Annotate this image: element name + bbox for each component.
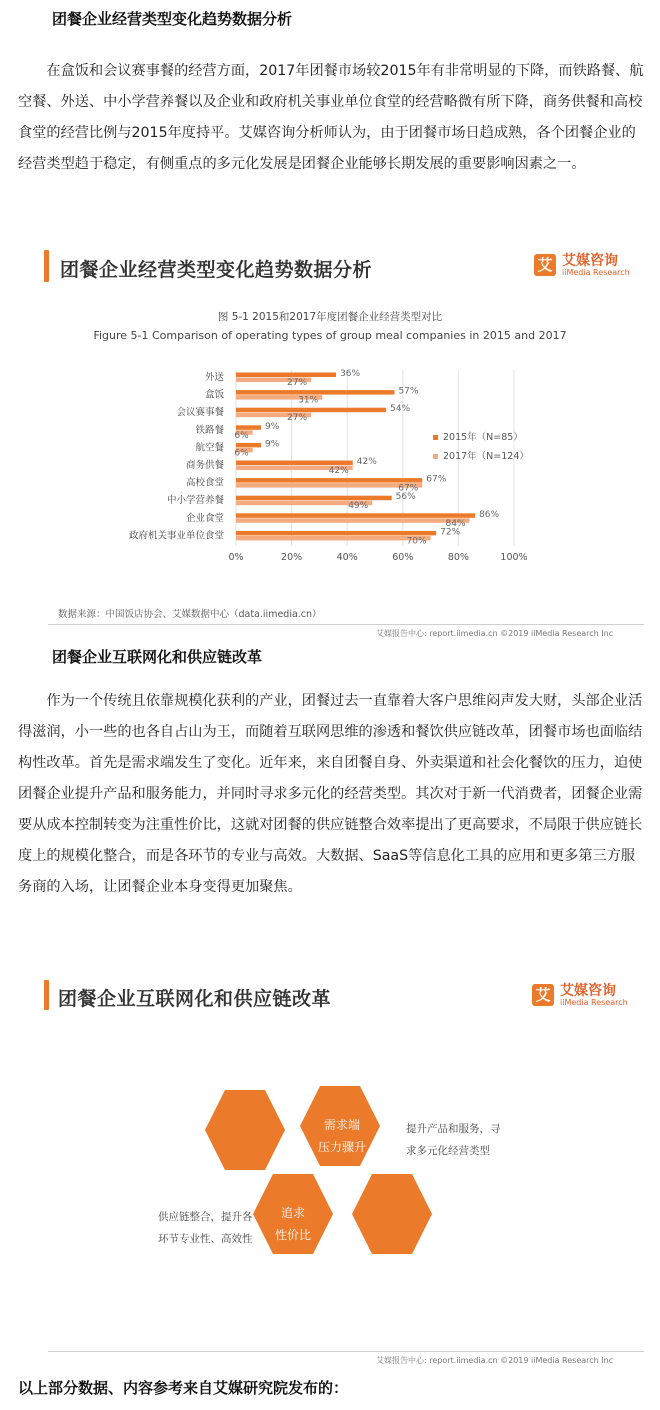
note-left: 供应链整合，提升各 环节专业性、高效性: [158, 1211, 253, 1245]
x-tick-label: 0%: [228, 552, 244, 563]
panel2-logo-en: iiMedia Research: [560, 998, 628, 1007]
data-label-2015: 57%: [398, 386, 419, 397]
bar-2015: [236, 425, 261, 430]
data-label-2017: 27%: [287, 378, 308, 388]
data-label-2017: 67%: [398, 483, 419, 494]
panel1-logo-name: 艾媒咨询: [562, 253, 618, 269]
panel1-accent-bar: [44, 250, 49, 282]
category-label: 高校食堂: [185, 477, 224, 489]
panel1-title: 团餐企业经营类型变化趋势数据分析: [60, 259, 373, 281]
data-label-2017: 49%: [348, 501, 369, 512]
panel1-source: 数据来源：中国饭店协会、艾媒数据中心（data.iimedia.cn）: [58, 609, 322, 620]
bar-2015: [236, 390, 394, 395]
bar-2015: [236, 461, 353, 466]
category-label: 会议赛事餐: [176, 407, 224, 419]
legend-swatch: [433, 435, 438, 440]
panel2-divider: [48, 1351, 644, 1352]
data-label-2017: 27%: [287, 413, 308, 424]
data-label-2015: 9%: [265, 439, 280, 450]
x-tick-label: 40%: [336, 552, 358, 563]
category-label: 盒饭: [204, 389, 224, 401]
section2-heading: 团餐企业互联网化和供应链改革: [52, 648, 263, 666]
data-label-2017: 6%: [234, 448, 249, 459]
data-label-2017: 70%: [406, 536, 427, 547]
x-tick-label: 60%: [392, 552, 414, 563]
category-label: 外送: [204, 372, 224, 383]
hexagon-bottom-right: [352, 1174, 432, 1254]
data-label-2017: 42%: [328, 466, 349, 476]
category-label: 企业食堂: [185, 512, 224, 524]
x-tick-label: 80%: [447, 552, 469, 563]
chart-legend: [433, 431, 529, 462]
data-label-2015: 9%: [265, 421, 280, 432]
bar-2017: [236, 536, 431, 541]
x-tick-label: 100%: [500, 552, 528, 563]
x-tick-label: 20%: [281, 552, 303, 563]
category-label: 中小学营养餐: [166, 495, 224, 507]
closing-note: 以上部分数据、内容参考来自艾媒研究院发布的：: [18, 1379, 349, 1397]
panel2-logo-name: 艾媒咨询: [560, 983, 616, 999]
bar-2015: [236, 496, 392, 501]
hex-label-value: 追求 性价比: [274, 1206, 311, 1242]
data-label-2017: 31%: [298, 395, 319, 406]
panel1-logo-en: iiMedia Research: [562, 268, 630, 277]
data-label-2017: 6%: [234, 430, 249, 441]
panel2-footer: 艾媒报告中心: report.iimedia.cn ©2019 iiMedia Research Inc: [376, 1356, 614, 1365]
bar-2017: [236, 483, 422, 488]
data-label-2015: 72%: [440, 527, 461, 538]
data-label-2015: 86%: [479, 509, 500, 520]
bar-2015: [236, 443, 261, 448]
data-label-2015: 36%: [340, 369, 361, 379]
bar-2015: [236, 373, 336, 378]
panel2-accent-bar: [44, 980, 49, 1010]
data-label-2015: 67%: [426, 474, 447, 485]
legend-label: 2015年（N=85）: [443, 432, 523, 443]
section2-paragraph: 作为一个传统且依靠规模化获利的产业，团餐过去一直靠着大客户思维闷声发大财，头部企业活得滋润，小一些的也各自占山为王，而随着互联网思维的渗透和餐饮供应链改革，团餐市场也面临结构性改革。首先是需求端发生了变化。近年来，来自团餐自身、外卖渠道和社会化餐饮的压力，迫使团餐企业提升产品和服务能力，并同时寻求多元化的经营类型。其次对于新一代消费者，团餐企业需要从成本控制转变为注重性价比，这就对团餐的供应链整合效率提出了更高要求，不局限于供应链长度上的规模化整合，而是各环节的专业与高效。大数据、SaaS等信息化工具的应用和更多第三方服务商的入场，让团餐企业本身变得更加聚焦。: [18, 693, 643, 895]
bar-2017: [236, 518, 470, 523]
category-label: 铁路餐: [195, 424, 224, 436]
hex-label-demand: 需求端 压力骤升: [317, 1118, 366, 1154]
operating-types-chart: [0, 300, 660, 570]
chart-subtitle: Figure 5-1 Comparison of operating types of group meal companies in 2015 and 2017: [93, 329, 567, 342]
chart-category-labels: [129, 371, 225, 541]
panel2-title: 团餐企业互联网化和供应链改革: [58, 988, 332, 1010]
category-label: 政府机关事业单位食堂: [128, 530, 224, 542]
data-label-2017: 84%: [445, 518, 466, 529]
category-label: 航空餐: [195, 442, 224, 454]
legend-swatch: [433, 454, 438, 459]
panel2-logo-icon: 艾: [532, 984, 554, 1006]
panel1-divider: [48, 624, 644, 625]
bar-2015: [236, 513, 475, 518]
section1-heading: 团餐企业经营类型变化趋势数据分析: [52, 10, 293, 28]
panel1-logo-icon: 艾: [534, 254, 556, 276]
legend-label: 2017年（N=124）: [443, 451, 529, 462]
note-right: 提升产品和服务，寻 求多元化经营类型: [406, 1123, 501, 1157]
bar-2015: [236, 531, 436, 536]
bar-2015: [236, 478, 422, 483]
chart-title: 图 5-1 2015和2017年度团餐企业经营类型对比: [217, 311, 443, 323]
data-label-2015: 56%: [395, 492, 416, 503]
data-label-2015: 42%: [356, 457, 377, 467]
bar-2015: [236, 408, 386, 413]
hexagon-top-left: [205, 1090, 285, 1170]
chart-tick-labels: [228, 552, 527, 563]
category-label: 商务供餐: [185, 460, 224, 471]
section1-paragraph: 在盒饭和会议赛事餐的经营方面，2017年团餐市场较2015年有非常明显的下降，而铁路餐、航空餐、外送、中小学营养餐以及企业和政府机关事业单位食堂的经营略微有所下降，商务供餐和高校食堂的经营比例与2015年度持平。艾媒咨询分析师认为，由于团餐市场日趋成熟，各个团餐企业的经营类型趋于稳定，有侧重点的多元化发展是团餐企业能够长期发展的重要影响因素之一。: [18, 63, 644, 172]
data-label-2015: 54%: [390, 404, 411, 415]
panel1-footer: 艾媒报告中心: report.iimedia.cn ©2019 iiMedia Research Inc: [376, 629, 614, 638]
